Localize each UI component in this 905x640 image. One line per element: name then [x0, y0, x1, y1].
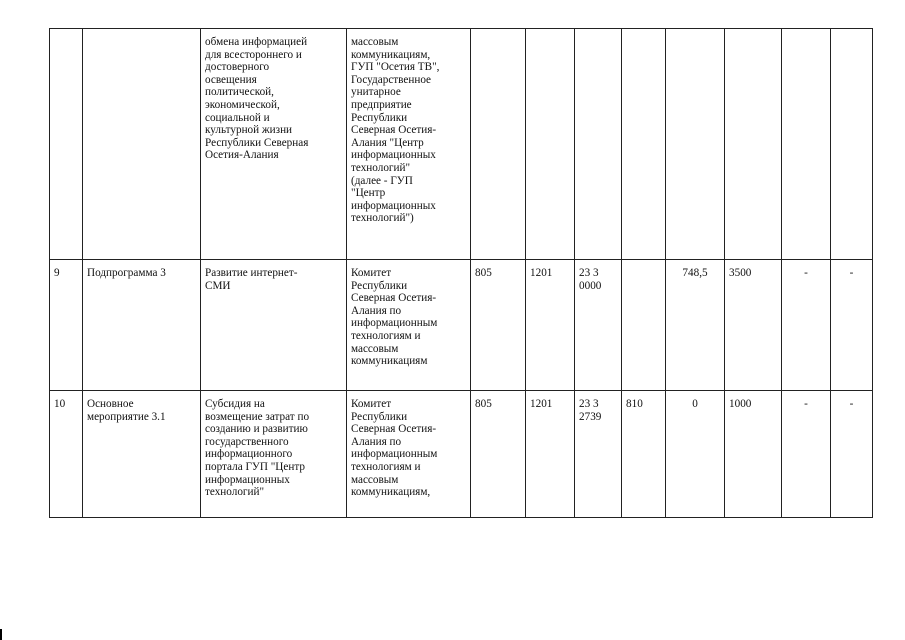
description-cell: Субсидия на возмещение затрат по созданию и развитию государственного информационного портала ГУП "Центр информационных технологий"	[201, 391, 347, 518]
value-2-cell	[725, 29, 782, 260]
table-row	[50, 260, 873, 391]
executor-cell: массовым коммуникациям, ГУП "Осетия ТВ", Государственное унитарное предприятие Республики Северная Осетия- Алания "Центр информационных технологий" (далее - ГУП "Центр информационных технологий")	[347, 29, 471, 260]
vr-code-cell	[622, 29, 666, 260]
row-number-cell: 9	[50, 260, 83, 391]
executor-cell: Комитет Республики Северная Осетия- Алания по информационным технологиям и массовым коммуникациям,	[347, 391, 471, 518]
description-cell: обмена информацией для всестороннего и достоверного освещения политической, экономической, социальной и культурной жизни Республики Северная Осетия-Алания	[201, 29, 347, 260]
grbs-code-cell: 805	[471, 391, 526, 518]
csr-code-cell: 23 3 0000	[575, 260, 622, 391]
value-4-cell: -	[831, 260, 873, 391]
value-2-cell: 3500	[725, 260, 782, 391]
executor-cell: Комитет Республики Северная Осетия- Алания по информационным технологиям и массовым коммуникациям	[347, 260, 471, 391]
value-4-cell	[831, 29, 873, 260]
table-row	[50, 29, 873, 260]
vr-code-cell	[622, 260, 666, 391]
value-3-cell	[782, 29, 831, 260]
item-name-cell: Подпрограмма 3	[83, 260, 201, 391]
value-3-cell: -	[782, 391, 831, 518]
row-number-cell	[50, 29, 83, 260]
rzpr-code-cell: 1201	[526, 260, 575, 391]
program-budget-table	[49, 28, 873, 518]
item-name-cell: Основное мероприятие 3.1	[83, 391, 201, 518]
value-2-cell: 1000	[725, 391, 782, 518]
grbs-code-cell: 805	[471, 260, 526, 391]
value-3-cell: -	[782, 260, 831, 391]
csr-code-cell: 23 3 2739	[575, 391, 622, 518]
csr-code-cell	[575, 29, 622, 260]
grbs-code-cell	[471, 29, 526, 260]
scan-edge-mark	[0, 629, 2, 640]
vr-code-cell: 810	[622, 391, 666, 518]
value-4-cell: -	[831, 391, 873, 518]
item-name-cell	[83, 29, 201, 260]
table-row	[50, 391, 873, 518]
value-1-cell: 0	[666, 391, 725, 518]
description-cell: Развитие интернет- СМИ	[201, 260, 347, 391]
rzpr-code-cell: 1201	[526, 391, 575, 518]
value-1-cell: 748,5	[666, 260, 725, 391]
rzpr-code-cell	[526, 29, 575, 260]
value-1-cell	[666, 29, 725, 260]
row-number-cell: 10	[50, 391, 83, 518]
